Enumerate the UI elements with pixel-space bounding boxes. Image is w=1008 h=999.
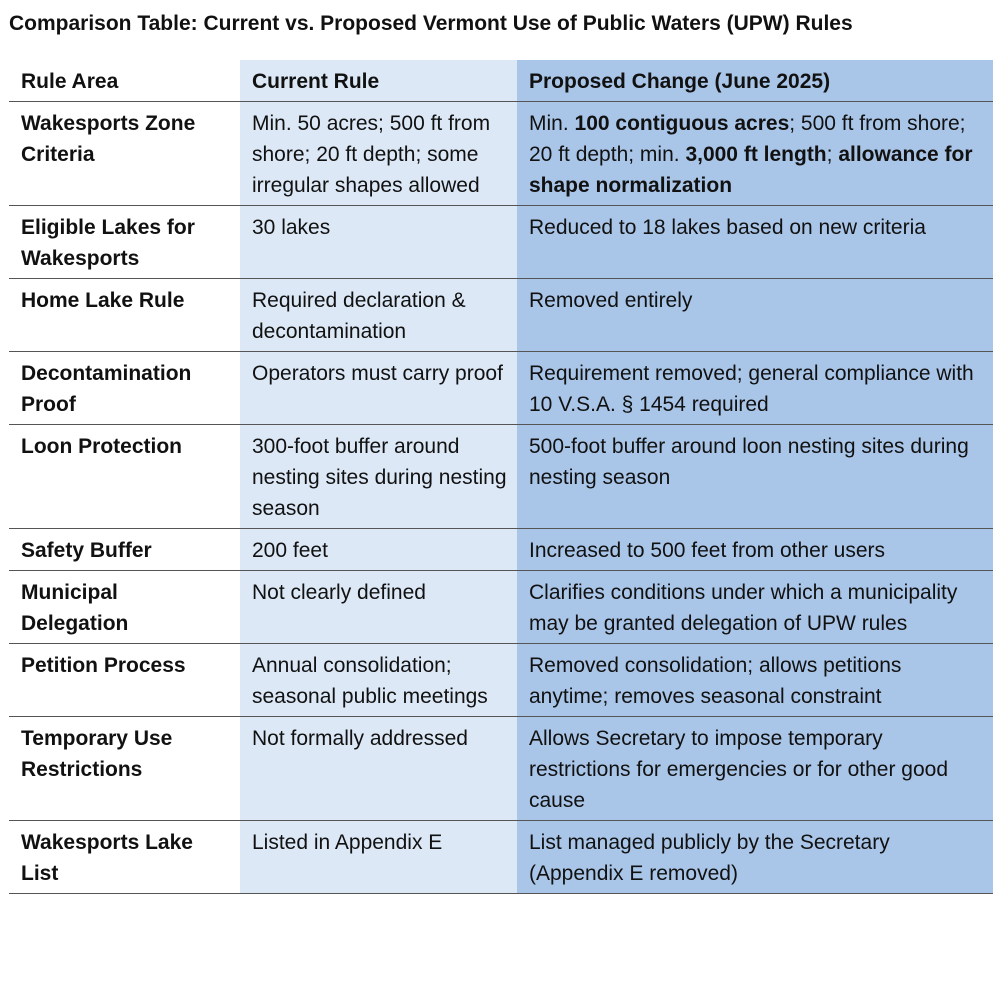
- table-row: [9, 571, 993, 644]
- proposed-change-cell: [517, 717, 993, 821]
- table-row: [9, 206, 993, 279]
- proposed-change-cell: [517, 425, 993, 529]
- proposed-text-segment: Removed entirely: [529, 289, 693, 312]
- current-rule-cell: 30 lakes: [240, 206, 517, 279]
- proposed-text-segment: Min.: [529, 112, 575, 135]
- proposed-change-cell: [517, 571, 993, 644]
- proposed-text-segment: Increased to 500 feet from other users: [529, 539, 886, 562]
- table-header-row: [9, 60, 993, 102]
- current-rule-cell: 200 feet: [240, 529, 517, 571]
- proposed-bold-segment: 100 contiguous acres: [574, 112, 790, 135]
- proposed-bold-segment: 3,000 ft length: [685, 143, 827, 166]
- current-rule-cell: Not formally addressed: [240, 717, 517, 821]
- table-row: [9, 644, 993, 717]
- rule-area-cell: Decontamination Proof: [9, 352, 240, 425]
- header-current-rule: Current Rule: [240, 60, 517, 102]
- current-rule-cell: Min. 50 acres; 500 ft from shore; 20 ft depth; some irregular shapes allowed: [240, 102, 517, 206]
- table-body: [9, 102, 993, 894]
- proposed-bold-segment: allowance for shape normalization: [529, 143, 973, 197]
- proposed-text-segment: List managed publicly by the Secretary (Appendix E removed): [529, 831, 890, 885]
- current-rule-cell: Required declaration & decontamination: [240, 279, 517, 352]
- proposed-text-segment: ;: [826, 143, 839, 166]
- rule-area-cell: Petition Process: [9, 644, 240, 717]
- current-rule-cell: Not clearly defined: [240, 571, 517, 644]
- proposed-text-segment: Clarifies conditions under which a municipality may be granted delegation of UPW rules: [529, 581, 958, 635]
- page-title: Comparison Table: Current vs. Proposed Vermont Use of Public Waters (UPW) Rules: [9, 12, 853, 35]
- proposed-text-segment: 500-foot buffer around loon nesting sites during nesting season: [529, 435, 969, 489]
- proposed-change-cell: [517, 821, 993, 894]
- current-rule-cell: Listed in Appendix E: [240, 821, 517, 894]
- proposed-text-segment: Allows Secretary to impose temporary restrictions for emergencies or for other good cause: [529, 727, 949, 812]
- proposed-change-cell: [517, 279, 993, 352]
- table-row: [9, 425, 993, 529]
- rule-area-cell: Safety Buffer: [9, 529, 240, 571]
- proposed-text-segment: Reduced to 18 lakes based on new criteria: [529, 216, 926, 239]
- proposed-change-cell: [517, 206, 993, 279]
- header-proposed-change: Proposed Change (June 2025): [517, 60, 993, 102]
- proposed-change-cell: [517, 644, 993, 717]
- table-row: [9, 821, 993, 894]
- proposed-change-cell: [517, 529, 993, 571]
- proposed-change-cell: [517, 352, 993, 425]
- header-rule-area: Rule Area: [9, 60, 240, 102]
- proposed-text-segment: ; 500 ft from shore; 20 ft depth; min.: [529, 112, 966, 166]
- rule-area-cell: Wakesports Lake List: [9, 821, 240, 894]
- table-row: [9, 717, 993, 821]
- rule-area-cell: Eligible Lakes for Wakesports: [9, 206, 240, 279]
- table-row: [9, 352, 993, 425]
- rule-area-cell: Temporary Use Restrictions: [9, 717, 240, 821]
- rule-area-cell: Wakesports Zone Criteria: [9, 102, 240, 206]
- proposed-text-segment: Removed consolidation; allows petitions anytime; removes seasonal constraint: [529, 654, 902, 708]
- table-row: [9, 279, 993, 352]
- table-row: [9, 102, 993, 206]
- current-rule-cell: Operators must carry proof: [240, 352, 517, 425]
- rule-area-cell: Municipal Delegation: [9, 571, 240, 644]
- proposed-text-segment: Requirement removed; general compliance with 10 V.S.A. § 1454 required: [529, 362, 974, 416]
- current-rule-cell: Annual consolidation; seasonal public meetings: [240, 644, 517, 717]
- comparison-table: [9, 60, 993, 894]
- table-row: [9, 529, 993, 571]
- current-rule-cell: 300-foot buffer around nesting sites during nesting season: [240, 425, 517, 529]
- rule-area-cell: Loon Protection: [9, 425, 240, 529]
- proposed-change-cell: [517, 102, 993, 206]
- rule-area-cell: Home Lake Rule: [9, 279, 240, 352]
